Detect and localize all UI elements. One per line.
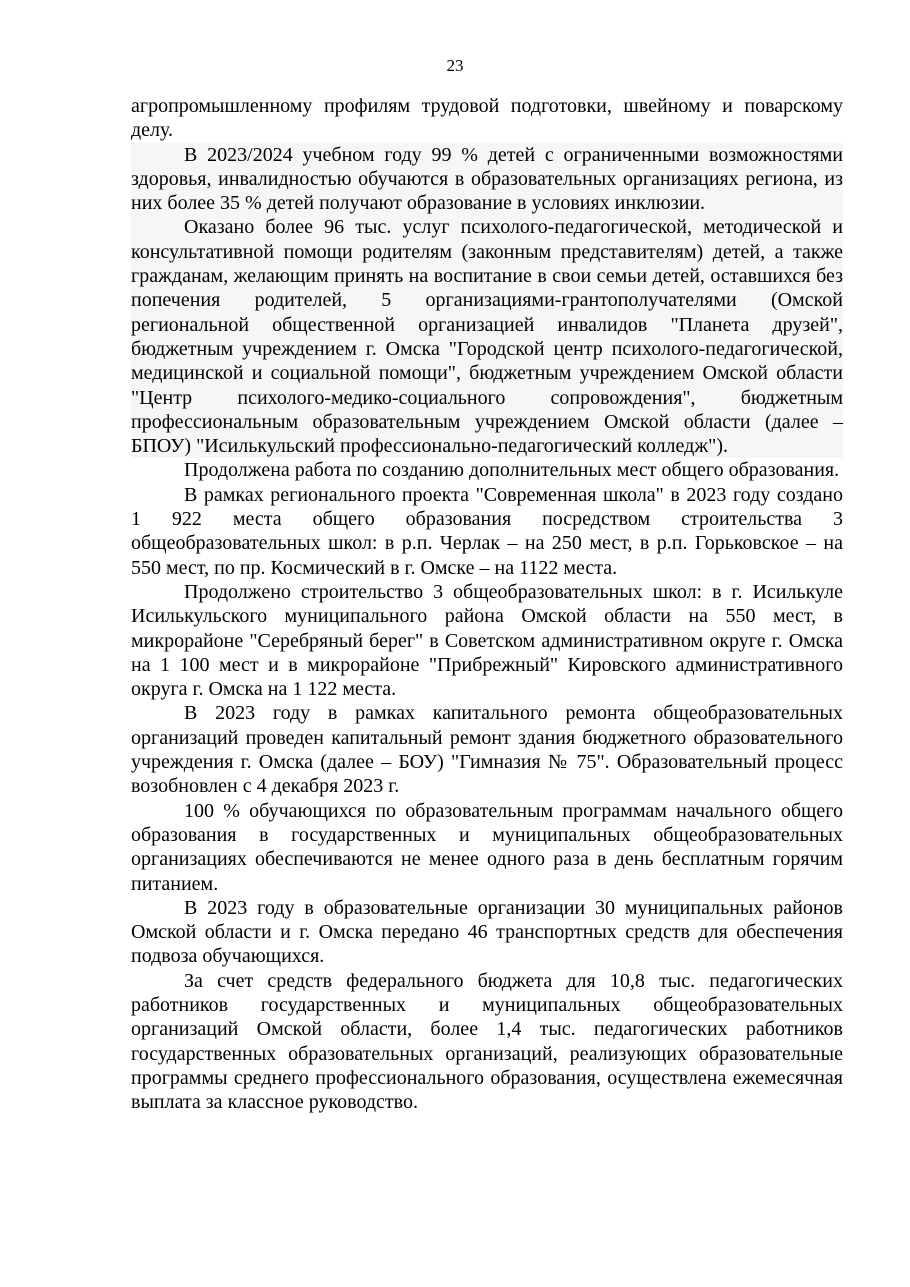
paragraph-psychological-services: Оказано более 96 тыс. услуг психолого-педагогической, методической и консультативной помощи родителям (законным представителям) детей, а также гражданам, желающим принять на воспитание в свои семьи детей, оставшихся без попечения родителей, 5 организациями-грантополучателями (Омской региональной общественной организацией инвалидов "Планета друзей", бюджетным учреждением г. Омска "Городской центр психолого-педагогической, медицинской и социальной помощи", бюджетным учреждением Омской области "Центр психолого-медико-социального сопровождения", бюджетным профессиональным образовательным учреждением Омской области (далее – БПОУ) "Исилькульский профессионально-педагогический колледж"). [131, 216, 843, 458]
paragraph-school-construction: Продолжено строительство 3 общеобразовательных школ: в г. Исилькуле Исилькульского муниципального района Омской области на 550 мест, в микрорайоне "Серебряный берег" в Советском административном округе г. Омска на 1 100 мест и в микрорайоне "Прибрежный" Кировского административного округа г. Омска на 1 122 места. [131, 580, 843, 701]
paragraph-class-teacher-payment: За счет средств федерального бюджета для 10,8 тыс. педагогических работников государственных и муниципальных общеобразовательных организаций Омской области, более 1,4 тыс. педагогических работников государственных образовательных организаций, реализующих образовательные программы среднего профессионального образования, осуществлена ежемесячная выплата за классное руководство. [131, 969, 843, 1114]
body-text [131, 94, 843, 1114]
page-number: 23 [446, 56, 464, 75]
paragraph-transport: В 2023 году в образовательные организации 30 муниципальных районов Омской области и г. Омска передано 46 транспортных средств для обеспечения подвоза обучающихся. [131, 896, 843, 968]
paragraph-hot-meals: 100 % обучающихся по образовательным программам начального общего образования в государственных и муниципальных общеобразовательных организациях обеспечиваются не менее одного раза в день бесплатным горячим питанием. [131, 799, 843, 895]
paragraph-capital-repair: В 2023 году в рамках капитального ремонта общеобразовательных организаций проведен капитальный ремонт здания бюджетного образовательного учреждения г. Омска (далее – БОУ) "Гимназия № 75". Образовательный процесс возобновлен с 4 декабря 2023 г. [131, 702, 843, 798]
paragraph-continuation: агропромышленному профилям трудовой подготовки, швейному и поварскому делу. [131, 95, 843, 142]
paragraph-additional-places: Продолжена работа по созданию дополнительных мест общего образования. [184, 459, 840, 482]
paragraph-modern-school-project: В рамках регионального проекта "Современная школа" в 2023 году создано 1 922 места общего образования посредством строительства 3 общеобразовательных школ: в р.п. Черлак – на 250 мест, в р.п. Горьковское – на 550 мест, по пр. Космический в г. Омске – на 1122 места. [131, 483, 843, 579]
paragraph-disabled-children: В 2023/2024 учебном году 99 % детей с ограниченными возможностями здоровья, инвалидностью обучаются в образовательных организациях региона, из них более 35 % детей получают образование в условиях инклюзии. [131, 143, 843, 215]
